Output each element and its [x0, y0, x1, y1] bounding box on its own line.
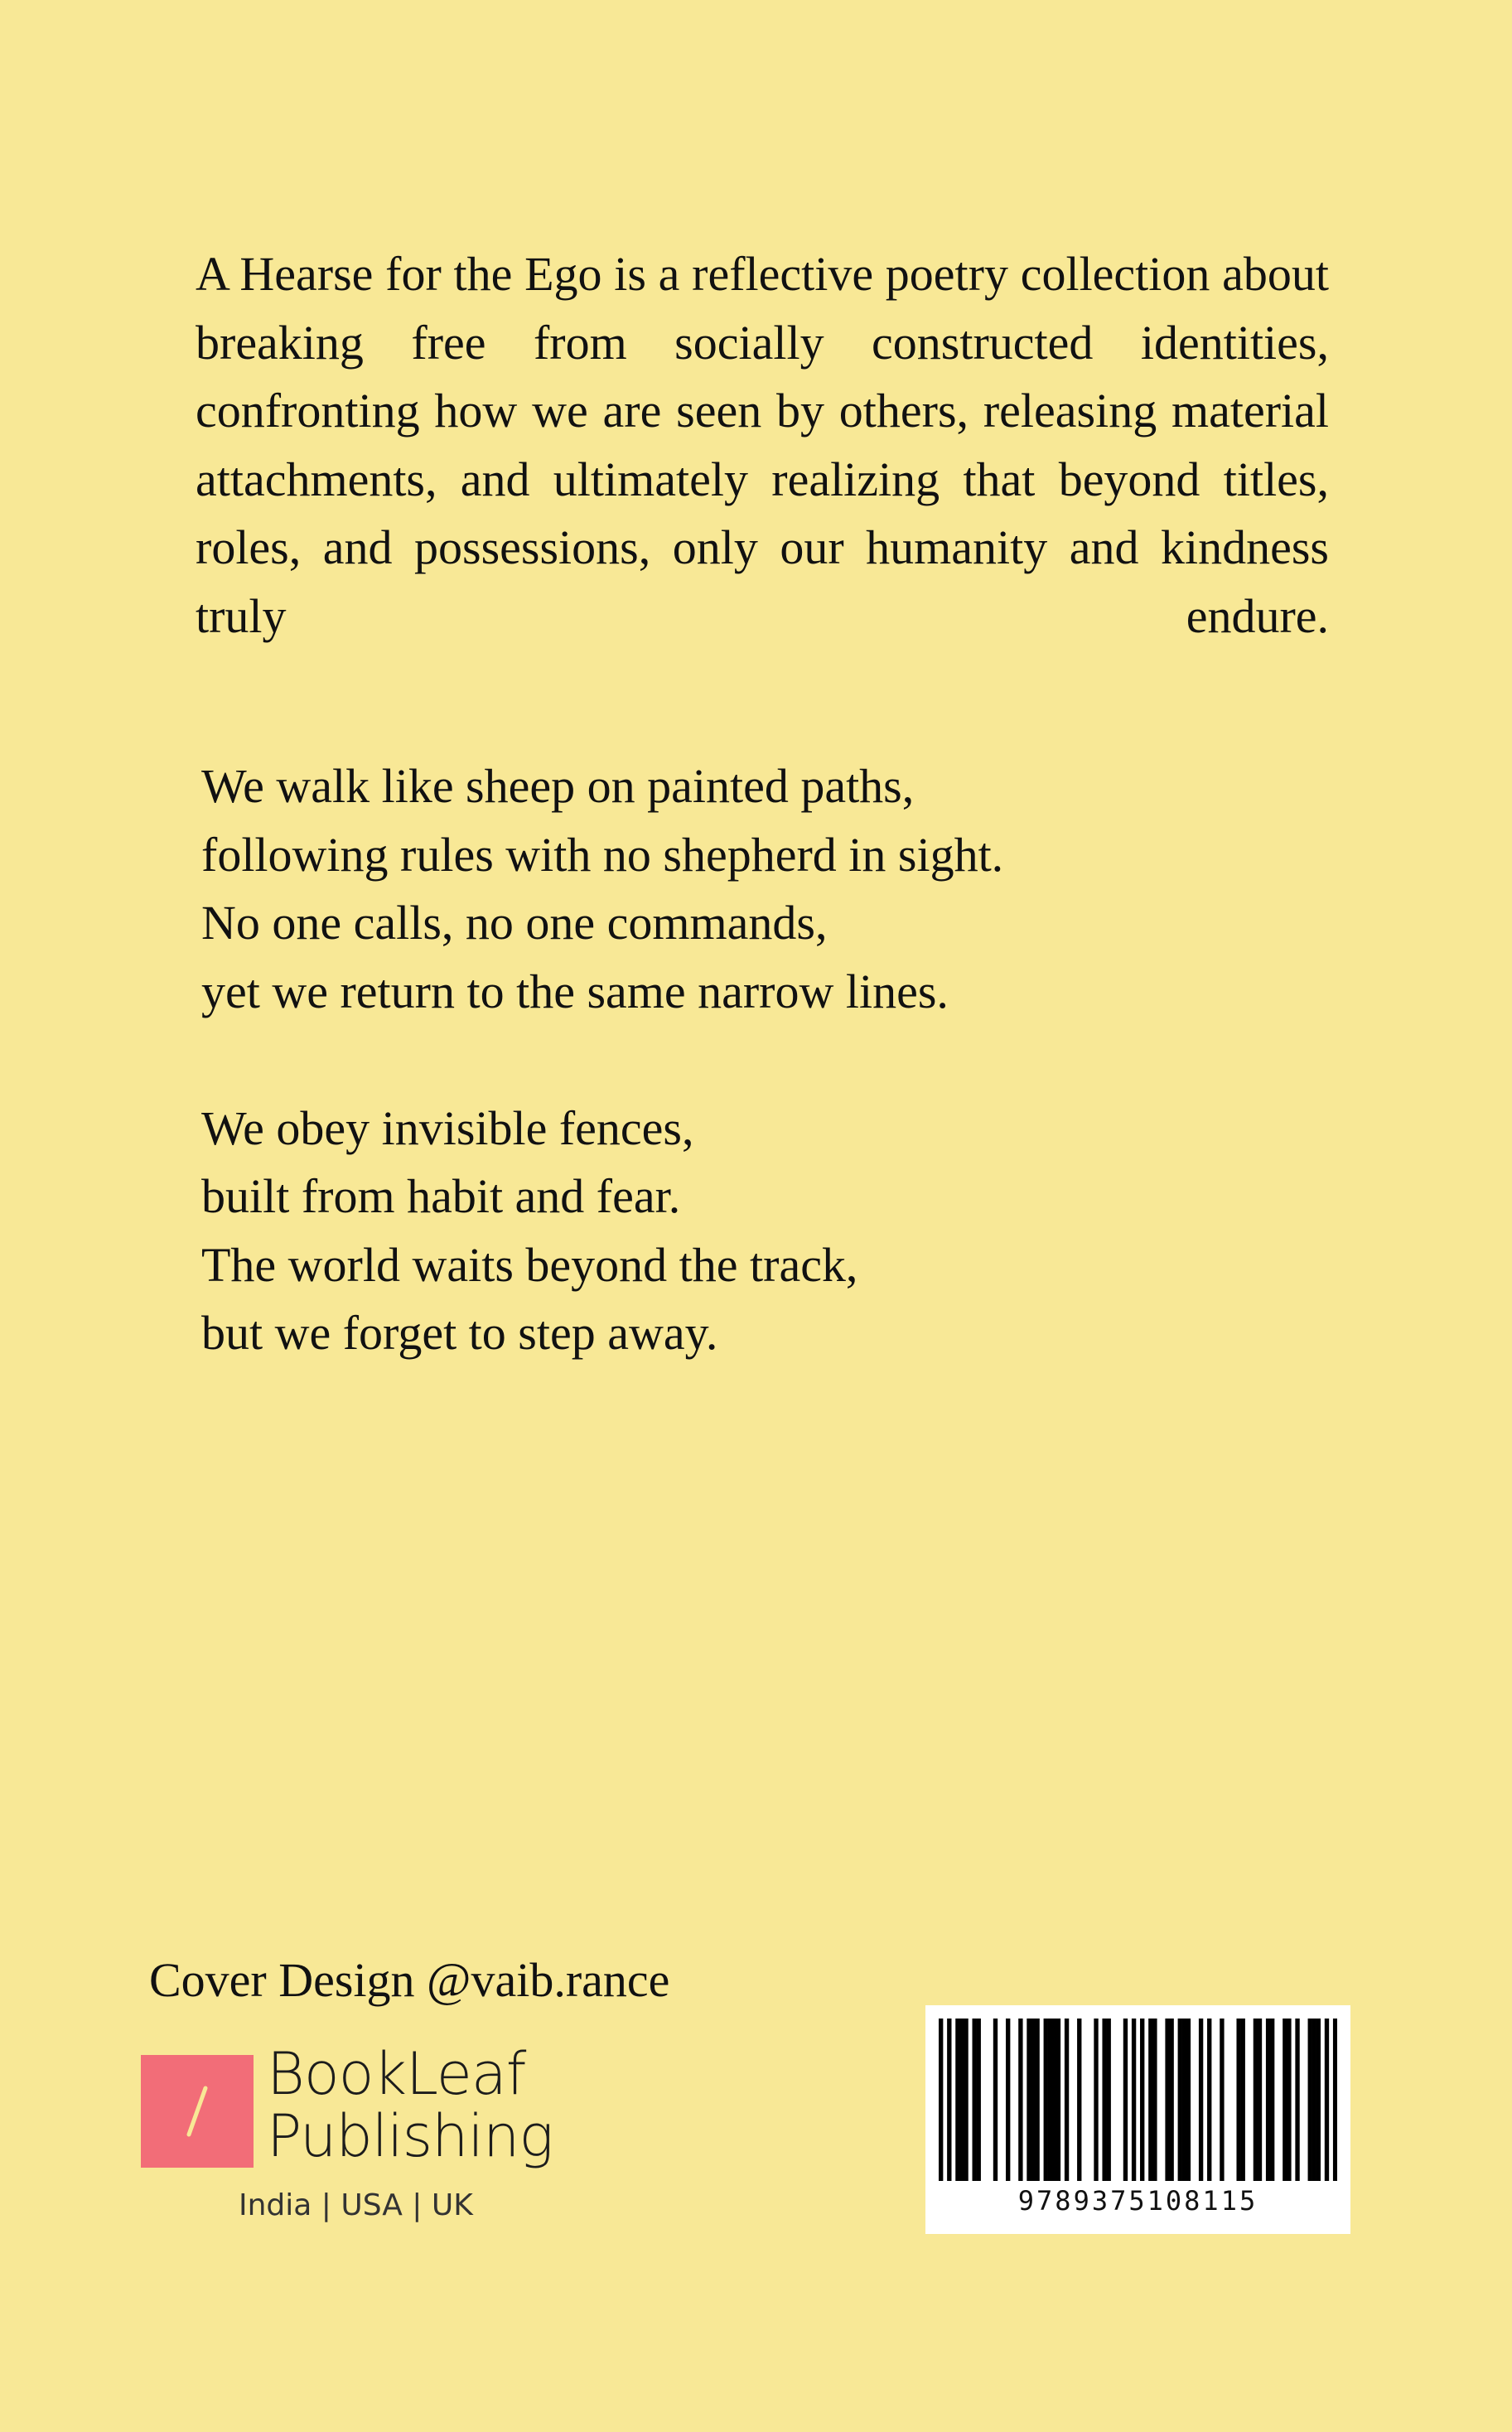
poem-line: following rules with no shepherd in sight. [201, 827, 1004, 882]
poem-line: The world waits beyond the track, [201, 1237, 858, 1292]
barcode-bar [964, 2019, 968, 2181]
barcode-bar [1241, 2019, 1245, 2181]
barcode-bar [1044, 2019, 1048, 2181]
publisher-regions: India | USA | UK [239, 2188, 473, 2222]
cover-design-credit: Cover Design @vaib.rance [149, 1953, 670, 2007]
poem-stanza-1 [201, 752, 1003, 1026]
barcode-bar [1316, 2019, 1321, 2181]
barcode-bar [1270, 2019, 1274, 2181]
isbn-number: 9789375108115 [1017, 2185, 1258, 2217]
barcode-bar [1283, 2019, 1287, 2181]
barcode-bar [959, 2019, 964, 2181]
barcode-bar [973, 2019, 977, 2181]
barcode-bar [1295, 2019, 1299, 2181]
barcode-bar [1107, 2019, 1111, 2181]
poem-excerpt [201, 752, 1003, 1436]
barcode-bar [1140, 2019, 1144, 2181]
barcode-bar [1152, 2019, 1157, 2181]
barcode-bar [993, 2019, 998, 2181]
barcode-bar [1027, 2019, 1031, 2181]
publisher-name-line1: BookLeaf [267, 2040, 526, 2108]
barcode-bar [1258, 2019, 1262, 2181]
barcode-bar [1056, 2019, 1060, 2181]
barcode-bar [1312, 2019, 1316, 2181]
barcode-bar [1266, 2019, 1270, 2181]
barcode-bar [1065, 2019, 1069, 2181]
book-blurb: A Hearse for the Ego is a reflective poetry collection about breaking free from socially constructed identities, confronting how we are seen by others, releasing material attachments, and ultimately realizing that beyond titles, roles, and possessions, only our humanity and kindness truly endure. [196, 247, 1329, 643]
barcode-bar [947, 2019, 951, 2181]
barcode-bar [1308, 2019, 1312, 2181]
barcode-bar [955, 2019, 959, 2181]
barcode-bar [1254, 2019, 1258, 2181]
barcode-bar [1123, 2019, 1128, 2181]
barcode-bar [939, 2019, 943, 2181]
barcode-bar [977, 2019, 981, 2181]
barcode-bar [1169, 2019, 1173, 2181]
barcode-bar [1333, 2019, 1337, 2181]
bookleaf-logo-icon [141, 2055, 254, 2168]
barcode-bar [1031, 2019, 1035, 2181]
barcode-bar [1018, 2019, 1022, 2181]
barcode-icon [939, 2019, 1337, 2181]
barcode-bar [1186, 2019, 1191, 2181]
barcode-bar [1325, 2019, 1329, 2181]
poem-line: No one calls, no one commands, [201, 896, 828, 950]
barcode-bar [1102, 2019, 1106, 2181]
publisher-name-line2: Publishing [267, 2102, 553, 2170]
barcode-bar [1207, 2019, 1211, 2181]
barcode-bar [1236, 2019, 1240, 2181]
poem-line: built from habit and fear. [201, 1169, 681, 1223]
barcode-bar [1052, 2019, 1056, 2181]
poem-line: We obey invisible fences, [201, 1100, 694, 1155]
poem-line: yet we return to the same narrow lines. [201, 964, 949, 1018]
barcode-bar [1220, 2019, 1224, 2181]
barcode-bar [1165, 2019, 1169, 2181]
barcode-bar [1094, 2019, 1098, 2181]
barcode-bar [1035, 2019, 1039, 2181]
barcode-bar [1178, 2019, 1182, 2181]
barcode-bar [1148, 2019, 1152, 2181]
barcode-bar [1006, 2019, 1010, 2181]
publisher-name [267, 2040, 553, 2170]
barcode-bar [1048, 2019, 1052, 2181]
barcode-bar [1077, 2019, 1081, 2181]
barcode-bar [1132, 2019, 1136, 2181]
poem-stanza-2 [201, 1095, 1003, 1368]
isbn-barcode [925, 2005, 1350, 2234]
barcode-bar [1182, 2019, 1186, 2181]
barcode-bar [1287, 2019, 1291, 2181]
poem-line: but we forget to step away. [201, 1306, 718, 1360]
barcode-bar [1199, 2019, 1203, 2181]
poem-line: We walk like sheep on painted paths, [201, 759, 915, 813]
